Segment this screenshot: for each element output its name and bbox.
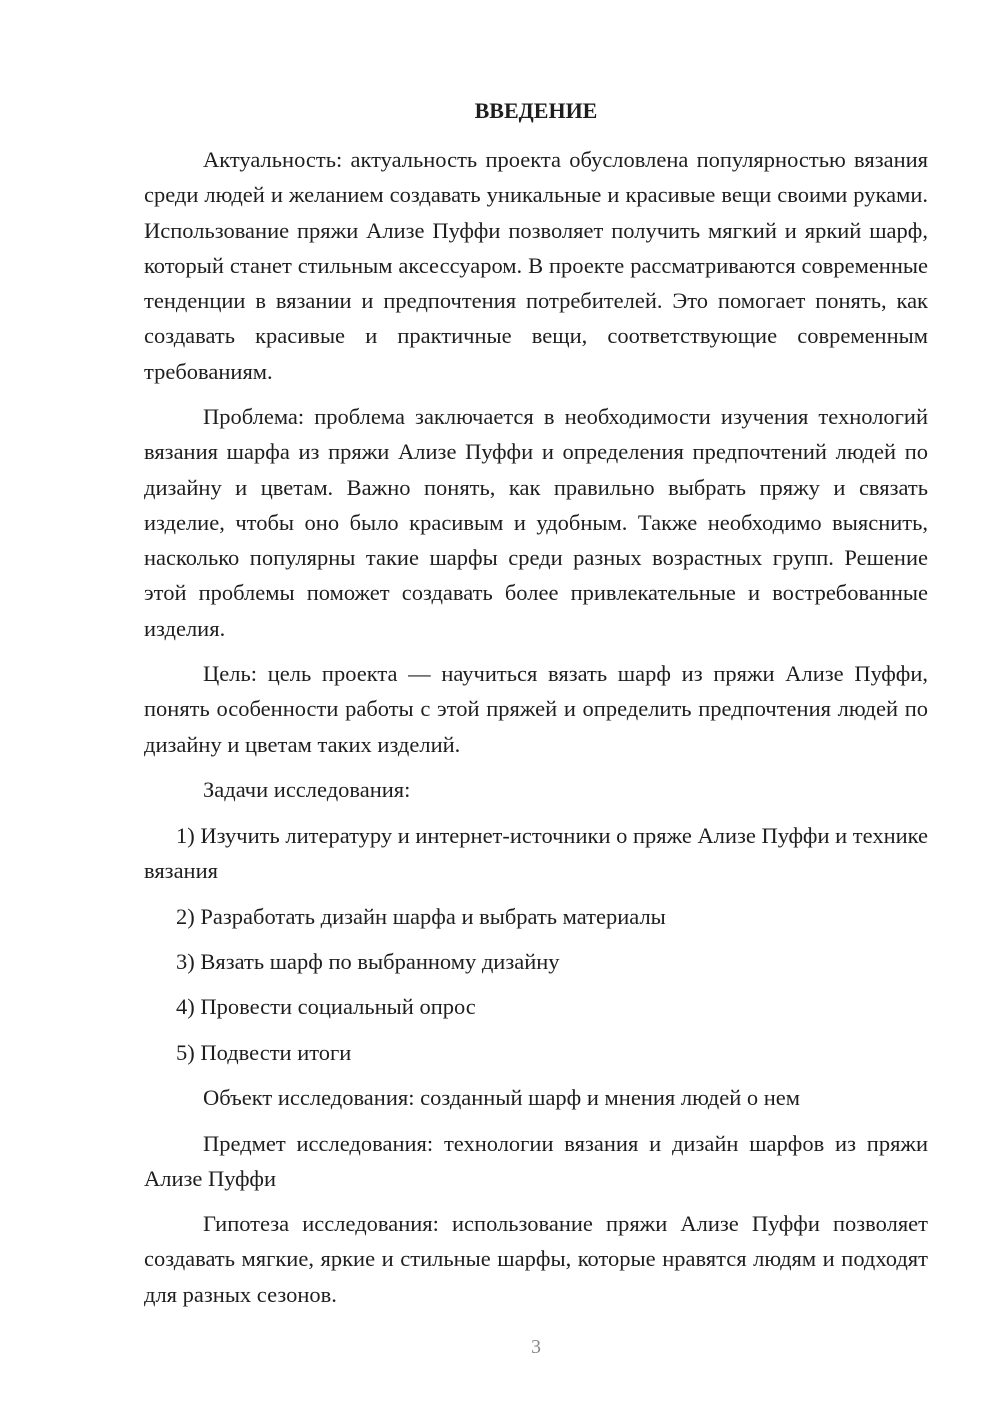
task-item-4: 4) Провести социальный опрос [176,994,476,1019]
task-item-2: 2) Разработать дизайн шарфа и выбрать материалы [176,904,666,929]
goal-paragraph: Цель: цель проекта — научиться вязать шарф из пряжи Ализе Пуффи, понять особенности работы с этой пряжей и определить предпочтения людей по дизайну и цветам таких изделий. [144,661,928,757]
task-item-3: 3) Вязать шарф по выбранному дизайну [176,949,560,974]
page-number: 3 [531,1336,541,1358]
page-title: ВВЕДЕНИЕ [474,98,598,123]
problem-paragraph: Проблема: проблема заключается в необходимости изучения технологий вязания шарфа из пряжи Ализе Пуффи и определения предпочтений людей по дизайну и цветам. Важно понять, как правильно выбрать пряжу и связать изделие, чтобы оно было красивым и удобным. Также необходимо выяснить, насколько популярны такие шарфы среди разных возрастных групп. Решение этой проблемы поможет создавать более привлекательные и востребованные изделия. [144,404,928,641]
task-item-5: 5) Подвести итоги [176,1040,352,1065]
relevance-paragraph: Актуальность: актуальность проекта обусловлена популярностью вязания среди людей и желанием создавать уникальные и красивые вещи своими руками. Использование пряжи Ализе Пуффи позволяет получить мягкий и яркий шарф, который станет стильным аксессуаром. В проекте рассматриваются современные тенденции в вязании и предпочтения потребителей. Это помогает понять, как создавать красивые и практичные вещи, соответствующие современным требованиям. [144,147,928,384]
tasks-heading: Задачи исследования: [203,777,411,802]
task-item-1: 1) Изучить литературу и интернет-источники о пряже Ализе Пуффи и технике вязания [144,823,929,884]
hypothesis-paragraph: Гипотеза исследования: использование пряжи Ализе Пуффи позволяет создавать мягкие, яркие и стильные шарфы, которые нравятся людям и подходят для разных сезонов. [144,1211,928,1307]
object-paragraph: Объект исследования: созданный шарф и мнения людей о нем [203,1085,801,1110]
subject-paragraph: Предмет исследования: технологии вязания и дизайн шарфов из пряжи Ализе Пуффи [144,1131,928,1192]
